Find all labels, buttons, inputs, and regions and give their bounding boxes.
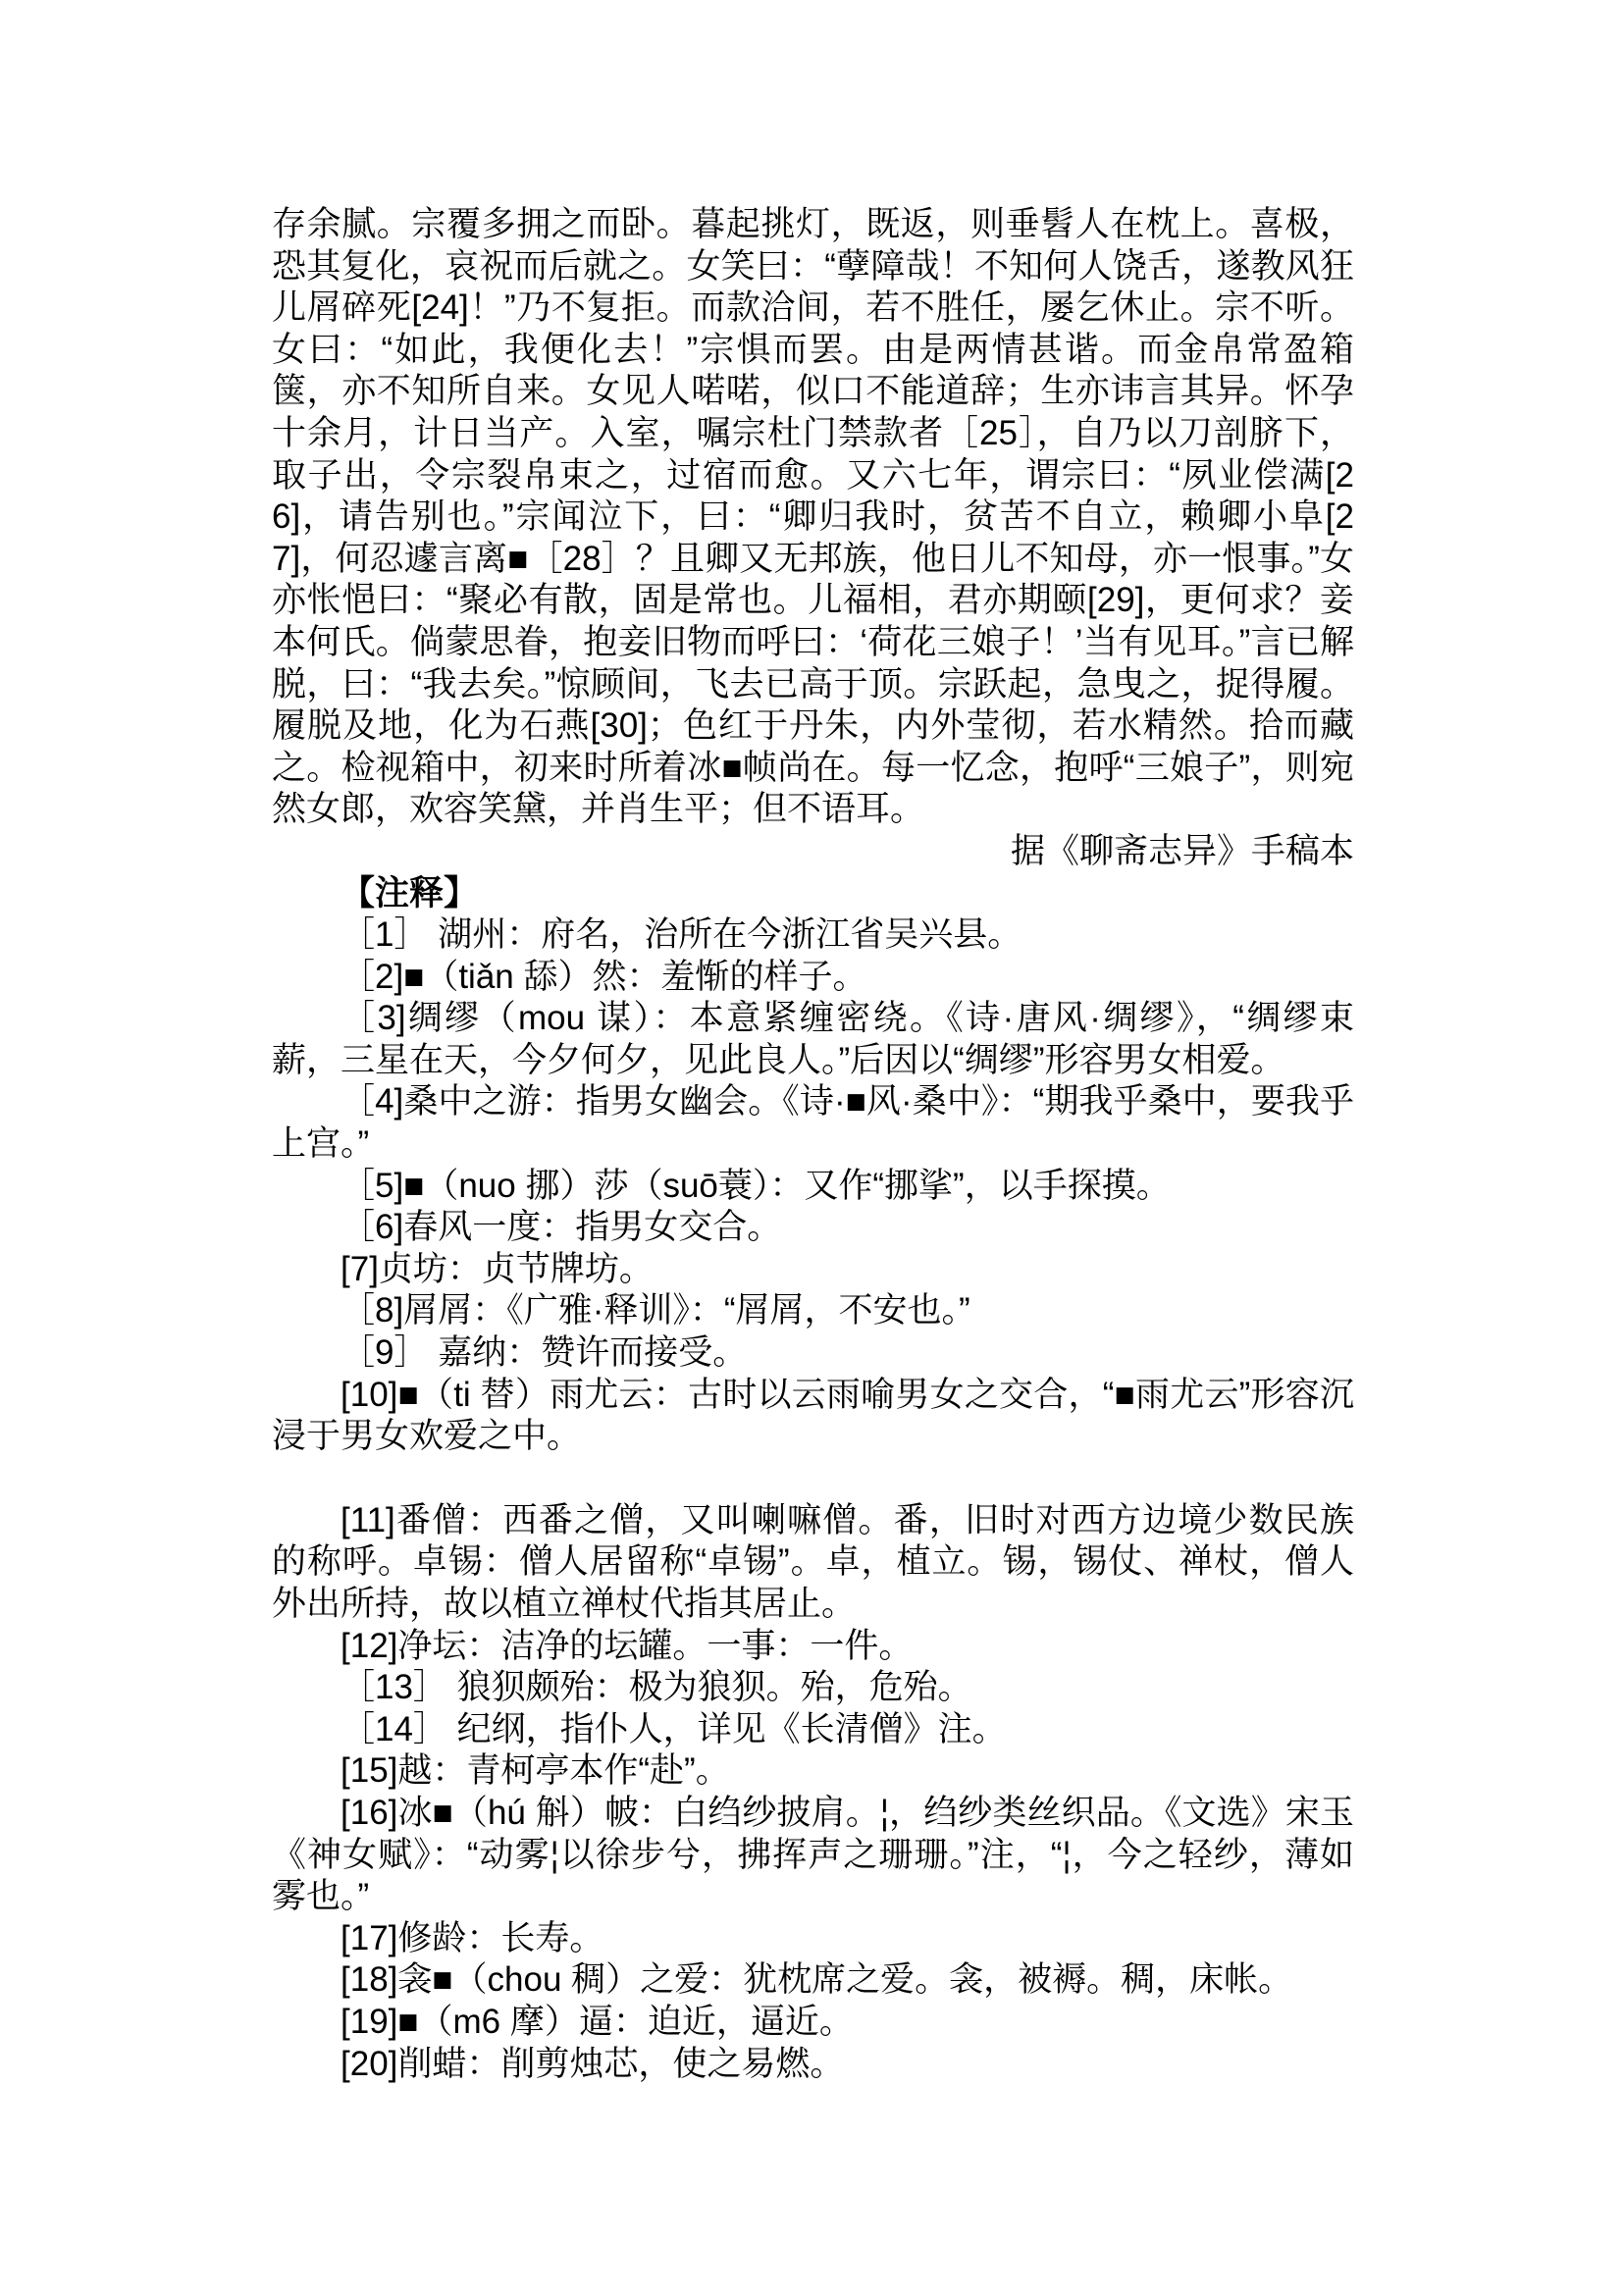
story-body-paragraph: 存余腻。宗覆多拥之而卧。暮起挑灯，既返，则垂髫人在枕上。喜极，恐其复化，哀祝而后就之。女笑曰：“孽障哉！不知何人饶舌，遂教风狂儿屑碎死[24]！”乃不复拒。而款洽间，若不胜任，屡乞休止。宗不听。女曰：“如此，我便化去！”宗惧而罢。由是两情甚谐。而金帛常盈箱箧，亦不知所自来。女见人喏喏，似口不能道辞；生亦讳言其异。怀孕十余月，计日当产。入室，嘱宗杜门禁款者［25］，自乃以刀剖脐下，取子出，令宗裂帛束之，过宿而愈。又六七年，谓宗曰：“夙业偿满[26]，请告别也。”宗闻泣下，曰：“卿归我时，贫苦不自立，赖卿小阜[27]，何忍遽言离■［28］？且卿又无邦族，他日儿不知母，亦一恨事。”女亦怅悒曰：“聚必有散，固是常也。儿福相，君亦期颐[29]，更何求？妾本何氏。倘蒙思眷，抱妾旧物而呼曰：‘荷花三娘子！’当有见耳。”言已解脱，曰：“我去矣。”惊顾间，飞去已高于顶。宗跃起，急曳之，捉得履。履脱及地，化为石燕[30]；色红于丹朱，内外莹彻，若水精然。拾而藏之。检视箱中，初来时所着冰■帧尚在。每一忆念，抱呼“三娘子”，则宛然女郎，欢容笑黛，并肖生平；但不语耳。 — [272, 205, 1354, 829]
note-item-19: [19]■（m6 摩）逼：迫近，逼近。 — [341, 2002, 854, 2041]
note-item-2: ［2]■（tiǎn 舔）然：羞惭的样子。 — [341, 957, 867, 996]
note-item-7: [7]贞坊：贞节牌坊。 — [341, 1249, 654, 1288]
note-item-4: ［4]桑中之游：指男女幽会。《诗·■风·桑中》：“期我乎桑中，要我乎上宫。” — [272, 1082, 1354, 1164]
note-item-15: [15]越：青柯亭本作“赴”。 — [341, 1751, 730, 1791]
note-item-17: [17]修龄：长寿。 — [341, 1918, 604, 1957]
note-item-8: ［8]屑屑：《广雅·释训》：“屑屑，不安也。” — [341, 1291, 970, 1330]
notes-section-title: 【注释】 — [341, 873, 479, 912]
note-item-13: ［13］ 狼狈颇殆：极为狼狈。殆，危殆。 — [341, 1668, 972, 1707]
note-item-11: [11]番僧：西番之僧，又叫喇嘛僧。番，旧时对西方边境少数民族的称呼。卓锡：僧人居留称“卓锡”。卓，植立。锡，锡仗、禅杖，僧人外出所持，故以植立禅杖代指其居止。 — [272, 1500, 1354, 1623]
note-item-12: [12]净坛：洁净的坛罐。一事：一件。 — [341, 1626, 914, 1665]
note-item-9: ［9］ 嘉纳：赞许而接受。 — [341, 1333, 748, 1373]
note-item-18: [18]衾■（chou 稠）之爱：犹枕席之爱。衾，被褥。稠，床帐。 — [341, 1960, 1293, 2000]
note-item-1: ［1］ 湖州：府名，治所在今浙江省吴兴县。 — [341, 915, 1022, 955]
note-item-6: ［6]春风一度：指男女交合。 — [341, 1208, 782, 1247]
note-item-5: ［5]■（nuo 挪）莎（suō蓑）：又作“挪挲”，以手探摸。 — [341, 1166, 1171, 1205]
note-item-10: [10]■（ti 替）雨尤云：古时以云雨喻男女之交合，“■雨尤云”形容沉浸于男女欢爱之中。 — [272, 1375, 1354, 1456]
note-item-14: ［14］ 纪纲，指仆人，详见《长清僧》注。 — [341, 1709, 1007, 1748]
source-attribution: 据《聊斋志异》手稿本 — [1010, 831, 1354, 870]
note-item-16: [16]冰■（hú 斛）帔：白绉纱披肩。¦，绉纱类丝织品。《文选》宋玉《神女赋》：“动雾¦以徐步兮，拂挥声之珊珊。”注，“¦，今之轻纱，薄如雾也。” — [272, 1793, 1354, 1916]
note-item-3: ［3]绸缪（mou 谋）：本意紧缠密绕。《诗·唐风·绸缪》，“绸缪束薪，三星在天，今夕何夕，见此良人。”后因以“绸缪”形容男女相爱。 — [272, 999, 1354, 1079]
note-item-20: [20]削蜡：削剪烛芯，使之易燃。 — [341, 2044, 845, 2083]
